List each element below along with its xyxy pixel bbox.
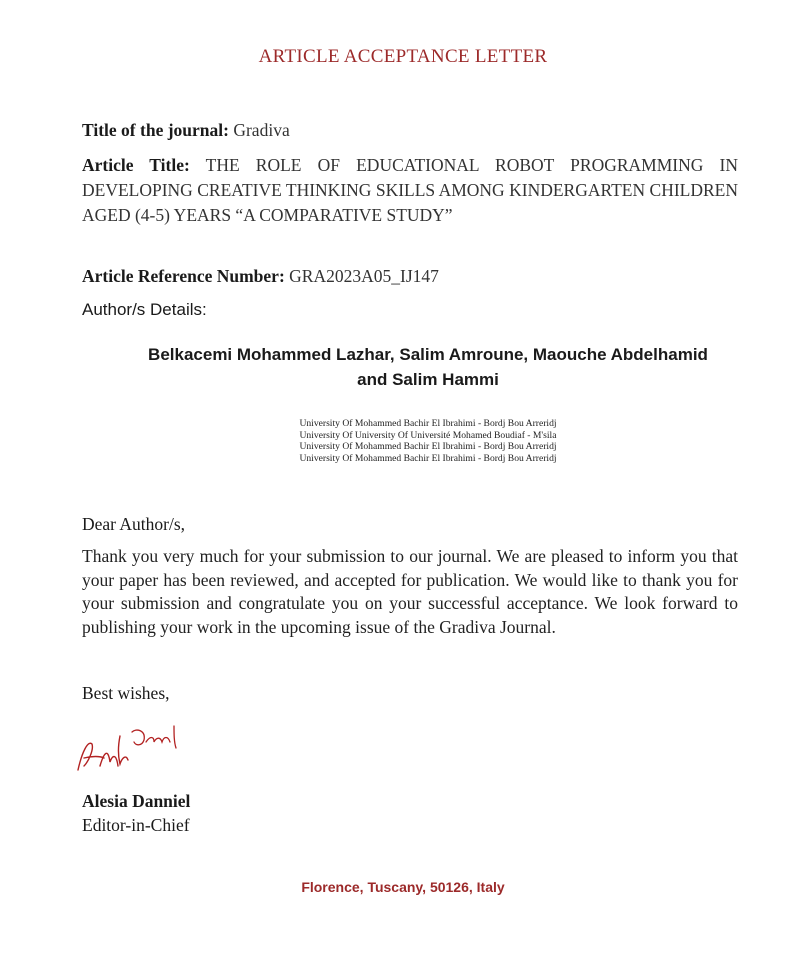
journal-title-label: Title of the journal: <box>82 120 229 140</box>
author-names-line-2: and Salim Hammi <box>357 370 499 389</box>
reference-number-value: GRA2023A05_IJ147 <box>289 266 439 286</box>
signer-role: Editor-in-Chief <box>82 815 190 835</box>
affiliations <box>0 418 806 464</box>
reference-number-line <box>82 264 738 289</box>
affiliation-4: University Of Mohammed Bachir El Ibrahimi - Bordj Bou Arreridj <box>299 452 557 464</box>
letter-body: Thank you very much for your submission to our journal. We are pleased to inform you that your paper has been reviewed, and accepted for publication. We would like to thank you for your submission and congratulate you on your successful acceptance. We look forward to publishing your work in the upcoming issue of the Gradiva Journal. <box>82 546 738 637</box>
journal-title-line <box>82 118 738 143</box>
affiliation-1: University Of Mohammed Bachir El Ibrahimi - Bordj Bou Arreridj <box>299 418 557 429</box>
affiliation-2: University Of University Of Université Mohamed Boudiaf - M'sila <box>299 429 557 441</box>
salutation: Dear Author/s, <box>82 514 186 534</box>
author-names-line-1: Belkacemi Mohammed Lazhar, Salim Amroune, Maouche Abdelhamid <box>148 345 708 364</box>
handwritten-signature <box>70 722 190 782</box>
affiliation-3: University Of Mohammed Bachir El Ibrahimi - Bordj Bou Arreridj <box>299 441 557 452</box>
letter-heading: ARTICLE ACCEPTANCE LETTER <box>258 46 548 67</box>
author-names <box>100 342 756 392</box>
reference-number-label: Article Reference Number: <box>82 266 285 286</box>
article-title-value: THE ROLE OF EDUCATIONAL ROBOT PROGRAMMING IN DEVELOPING CREATIVE THINKING SKILLS AMONG KINDERGARTEN CHILDREN AGED (4-5) YEARS “A COMPARATIVE STUDY” <box>82 155 738 225</box>
article-title-line <box>82 153 738 228</box>
authors-heading: Author/s Details: <box>82 300 207 319</box>
closing: Best wishes, <box>82 683 170 703</box>
signer-name: Alesia Danniel <box>82 791 191 811</box>
journal-title-value: Gradiva <box>233 120 290 140</box>
article-title-label: Article Title: <box>82 155 190 175</box>
footer-address: Florence, Tuscany, 50126, Italy <box>301 879 505 895</box>
